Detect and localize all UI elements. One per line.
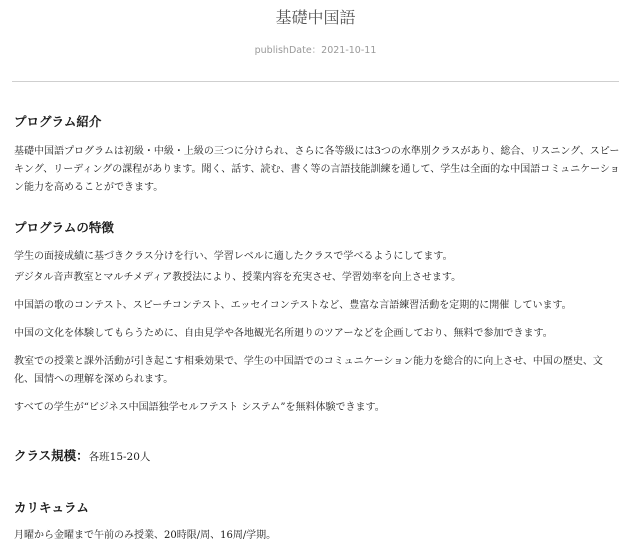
- feature-line-3: 中国語の歌のコンテスト、スピーチコンテスト、エッセイコンテストなど、豊富な言語練習活動を定期的に開催 しています。: [14, 300, 572, 311]
- publish-date: publishDate：2021-10-11: [254, 45, 377, 56]
- section-heading-features: プログラムの特徴: [14, 220, 114, 235]
- page-title: 基礎中国語: [275, 8, 356, 27]
- feature-line-4: 中国の文化を体験してもらうために、自由見学や各地観光名所廻りのツアーなどを企画しており、無料で参加できます。: [14, 328, 553, 339]
- class-size-label: クラス規模：: [14, 448, 89, 463]
- feature-line-5: 教室での授業と課外活動が引き起こす相乗効果で、学生の中国語でのコミュニケーション能力を総合的に向上させ、中国の歴史、文化、国情への理解を深められます。: [14, 356, 603, 385]
- intro-paragraph: 基礎中国語プログラムは初級・中級・上級の三つに分けられ、さらに各等級には3つの水準別クラスがあり、総合、リスニング、スピーキング、リーディングの課程があります。聞く、話す、読む、書く等の言語技能訓練を通して、学生は全面的な中国語コミュニケーション能力を高めることができます。: [14, 146, 620, 193]
- article-body: [14, 113, 620, 545]
- feature-line-6: すべての学生が“ビジネス中国語独学セルフテスト システム”を無料体験できます。: [14, 402, 385, 413]
- divider: [12, 81, 619, 82]
- curriculum-paragraph: 月曜から金曜まで午前のみ授業、20時限/周、16周/学期。: [14, 530, 277, 541]
- feature-line-2: デジタル音声教室とマルチメディア教授法により、授業内容を充実させ、学習効率を向上させます。: [14, 272, 462, 283]
- section-heading-intro: プログラム紹介: [14, 114, 102, 129]
- class-size-row: [14, 447, 620, 466]
- class-size-value: 各班15-20人: [88, 451, 151, 463]
- feature-line-1: 学生の面接成績に基づきクラス分けを行い、学習レベルに適したクラスで学べるようにしてます。: [14, 251, 453, 262]
- section-heading-curriculum: カリキュラム: [14, 500, 89, 515]
